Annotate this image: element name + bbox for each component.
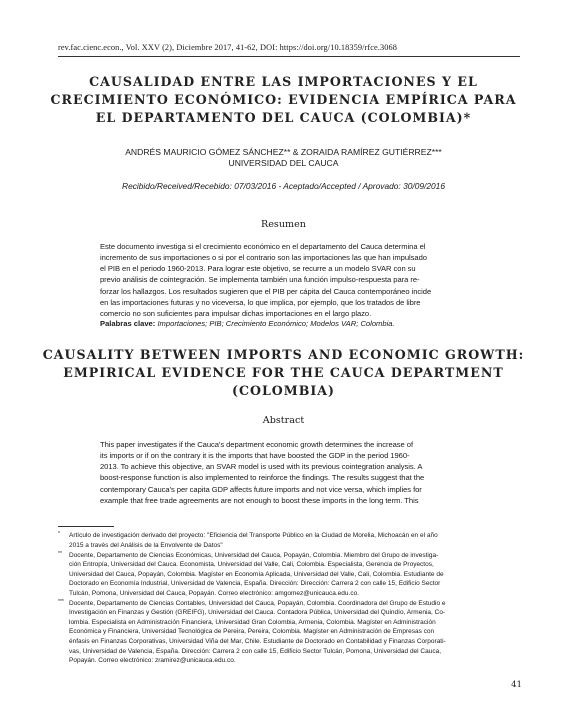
footnote-line: 2015 a través del Análisis de la Envolvente de Datos" [69, 541, 223, 549]
footnote-line: Universidad del Cauca, Popayán, Colombia. Magíster en Economía Aplicada, Universidad del Valle, Cali, Colombia. Estudiante de [69, 570, 444, 578]
footnote-line: Investigación en Finanzas y Gestión (GREIFG), Universidad del Cauca. Contadora Pública, Universidad del Quindío, Armenia, Co- [69, 609, 446, 617]
submission-dates: Recibido/Received/Recebido: 07/03/2016 - Aceptado/Accepted / Aprovado: 30/09/2016 [122, 181, 445, 191]
footnote-line: Docente, Departamento de Ciencias Contables, Universidad del Cauca, Popayán, Colombia. Coordinadora del Grupo de Estudio e [69, 599, 446, 607]
resumen-line: forzar los hallazgos. Los resultados sugieren que el PIB per cápita del Cauca contemporáneo incide [100, 286, 432, 296]
abstract-line: example that free trade agreements are not enough to boost these imports in the long term. This [100, 495, 419, 505]
resumen-line: incremento de sus importaciones o si por el contrario son las importaciones las que han impulsado [100, 253, 427, 263]
keywords-values: Importaciones; PIB; Crecimiento Económico; Modelos VAR; Colombia. [157, 319, 395, 328]
author-names: ANDRÉS MAURICIO GÓMEZ SÁNCHEZ** & ZORAIDA RAMÍREZ GUTIÉRREZ*** [125, 147, 442, 157]
title-en-line: CAUSALITY BETWEEN IMPORTS AND ECONOMIC GROWTH: [42, 347, 525, 362]
abstract-heading: Abstract [262, 415, 305, 426]
resumen-line: en las importaciones futuras y no viceversa, lo que implica, por ejemplo, que los tratados de libre [100, 297, 421, 307]
footnote-line: vas, Universidad de Valencia, España. Dirección: Carrera 2 con calle 15, Edificio Sector Tulcán, Pomona, Universidad del Cauca, [69, 647, 442, 655]
footnotes [58, 531, 520, 666]
resumen-line: comercio no son suficientes para impulsar dichas importaciones en el largo plazo. [100, 308, 372, 318]
title-es-line: CAUSALIDAD ENTRE LAS IMPORTACIONES Y EL [89, 74, 478, 89]
author-block [40, 147, 527, 169]
abstract-text [100, 439, 473, 506]
footnote-line: Tulcán, Pomona, Universidad del Cauca, Popayán. Correo electrónico: amgomez@unicauca.edu.co. [69, 589, 359, 597]
abstract-line: 2013. To achieve this objective, an SVAR model is used with its previous cointegration analysis. A [100, 462, 423, 472]
footnote-line: Doctorado en Economía Industrial, Universidad de Valencia, España. Dirección: Dirección: Carrera 2 con calle 15, Edificio Sector [69, 580, 441, 588]
keywords [100, 318, 473, 329]
abstract-line: This paper investigates if the Cauca's department economic growth determines the increase of [100, 440, 414, 449]
abstract-line: contemporary Cauca's per capita GDP affects future imports and not vice versa, which implies for [100, 484, 422, 494]
resumen-line: el PIB en el periodo 1960-2013. Para lograr este objetivo, se recurre a un modelo SVAR con su [100, 264, 416, 274]
footnote-author-2 [58, 599, 520, 666]
resumen-heading: Resumen [261, 219, 306, 230]
footnote-line: Docente, Departamento de Ciencias Económicas, Universidad del Cauca, Popayán, Colombia. Miembro del Grupo de investiga- [69, 551, 439, 559]
title-es-line: CRECIMIENTO ECONÓMICO: EVIDENCIA EMPÍRICA PARA [50, 92, 517, 107]
author-affiliation: UNIVERSIDAD DEL CAUCA [228, 158, 339, 168]
footnote-author-1 [58, 551, 520, 599]
footnote-mark: *** [58, 598, 64, 605]
running-head: rev.fac.cienc.econ., Vol. XXV (2), Diciembre 2017, 41-62, DOI: https://doi.org/10.18359/rfce.3068 [58, 43, 397, 52]
keywords-label: Palabras clave: [100, 319, 156, 328]
footnote-mark: ** [58, 550, 62, 557]
footnote-project [58, 531, 520, 550]
resumen-line: previo análisis de cointegración. Se implementa también una función impulso-respuesta para re- [100, 275, 420, 285]
header-rule [58, 56, 520, 57]
footnote-line: ción Entropía, Universidad del Cauca. Economista, Universidad del Valle, Cali, Colombia. Especialista, Gerencia de Proyectos, [69, 561, 434, 569]
footnote-line: lombia. Especialista en Administración Financiera, Universidad Gran Colombia, Armenia, Colombia. Magíster en Administración [69, 618, 436, 626]
resumen-text [100, 241, 473, 319]
article-title-spanish [40, 73, 527, 127]
title-en-line: (COLOMBIA) [232, 383, 335, 398]
abstract-line: boost-response function is also implemented to reinforce the findings. The results suggest that the [100, 473, 425, 483]
footnote-rule [58, 526, 114, 527]
title-en-line: EMPIRICAL EVIDENCE FOR THE CAUCA DEPARTMENT [63, 365, 504, 380]
footnote-mark: * [58, 531, 60, 537]
resumen-line: Este documento investiga si el crecimiento económico en el departamento del Cauca determina el [100, 242, 426, 251]
article-title-english [30, 346, 537, 400]
footnote-line: Económica y Financiera, Universidad Tecnológica de Pereira, Pereira, Colombia. Magíster en Administración de Empresas con [69, 628, 435, 636]
title-es-line: EL DEPARTAMENTO DEL CAUCA (COLOMBIA)* [95, 110, 472, 125]
footnote-line: Popayán. Correo electrónico: zramirez@unicauca.edu.co. [69, 657, 236, 665]
footnote-line: Artículo de investigación derivado del proyecto: "Eficiencia del Transporte Público en la Ciudad de Morelia, Michoacán en el año [69, 532, 438, 539]
abstract-line: its imports or if on the contrary it is the imports that have boosted the GDP in the period 1960- [100, 451, 410, 461]
footnote-line: énfasis en Finanzas Corporativas, Universidad Viña del Mar, Chile. Estudiante de Doctorado en Contabilidad y Finanzas Corporati- [69, 638, 446, 646]
page-number: 41 [511, 680, 522, 690]
